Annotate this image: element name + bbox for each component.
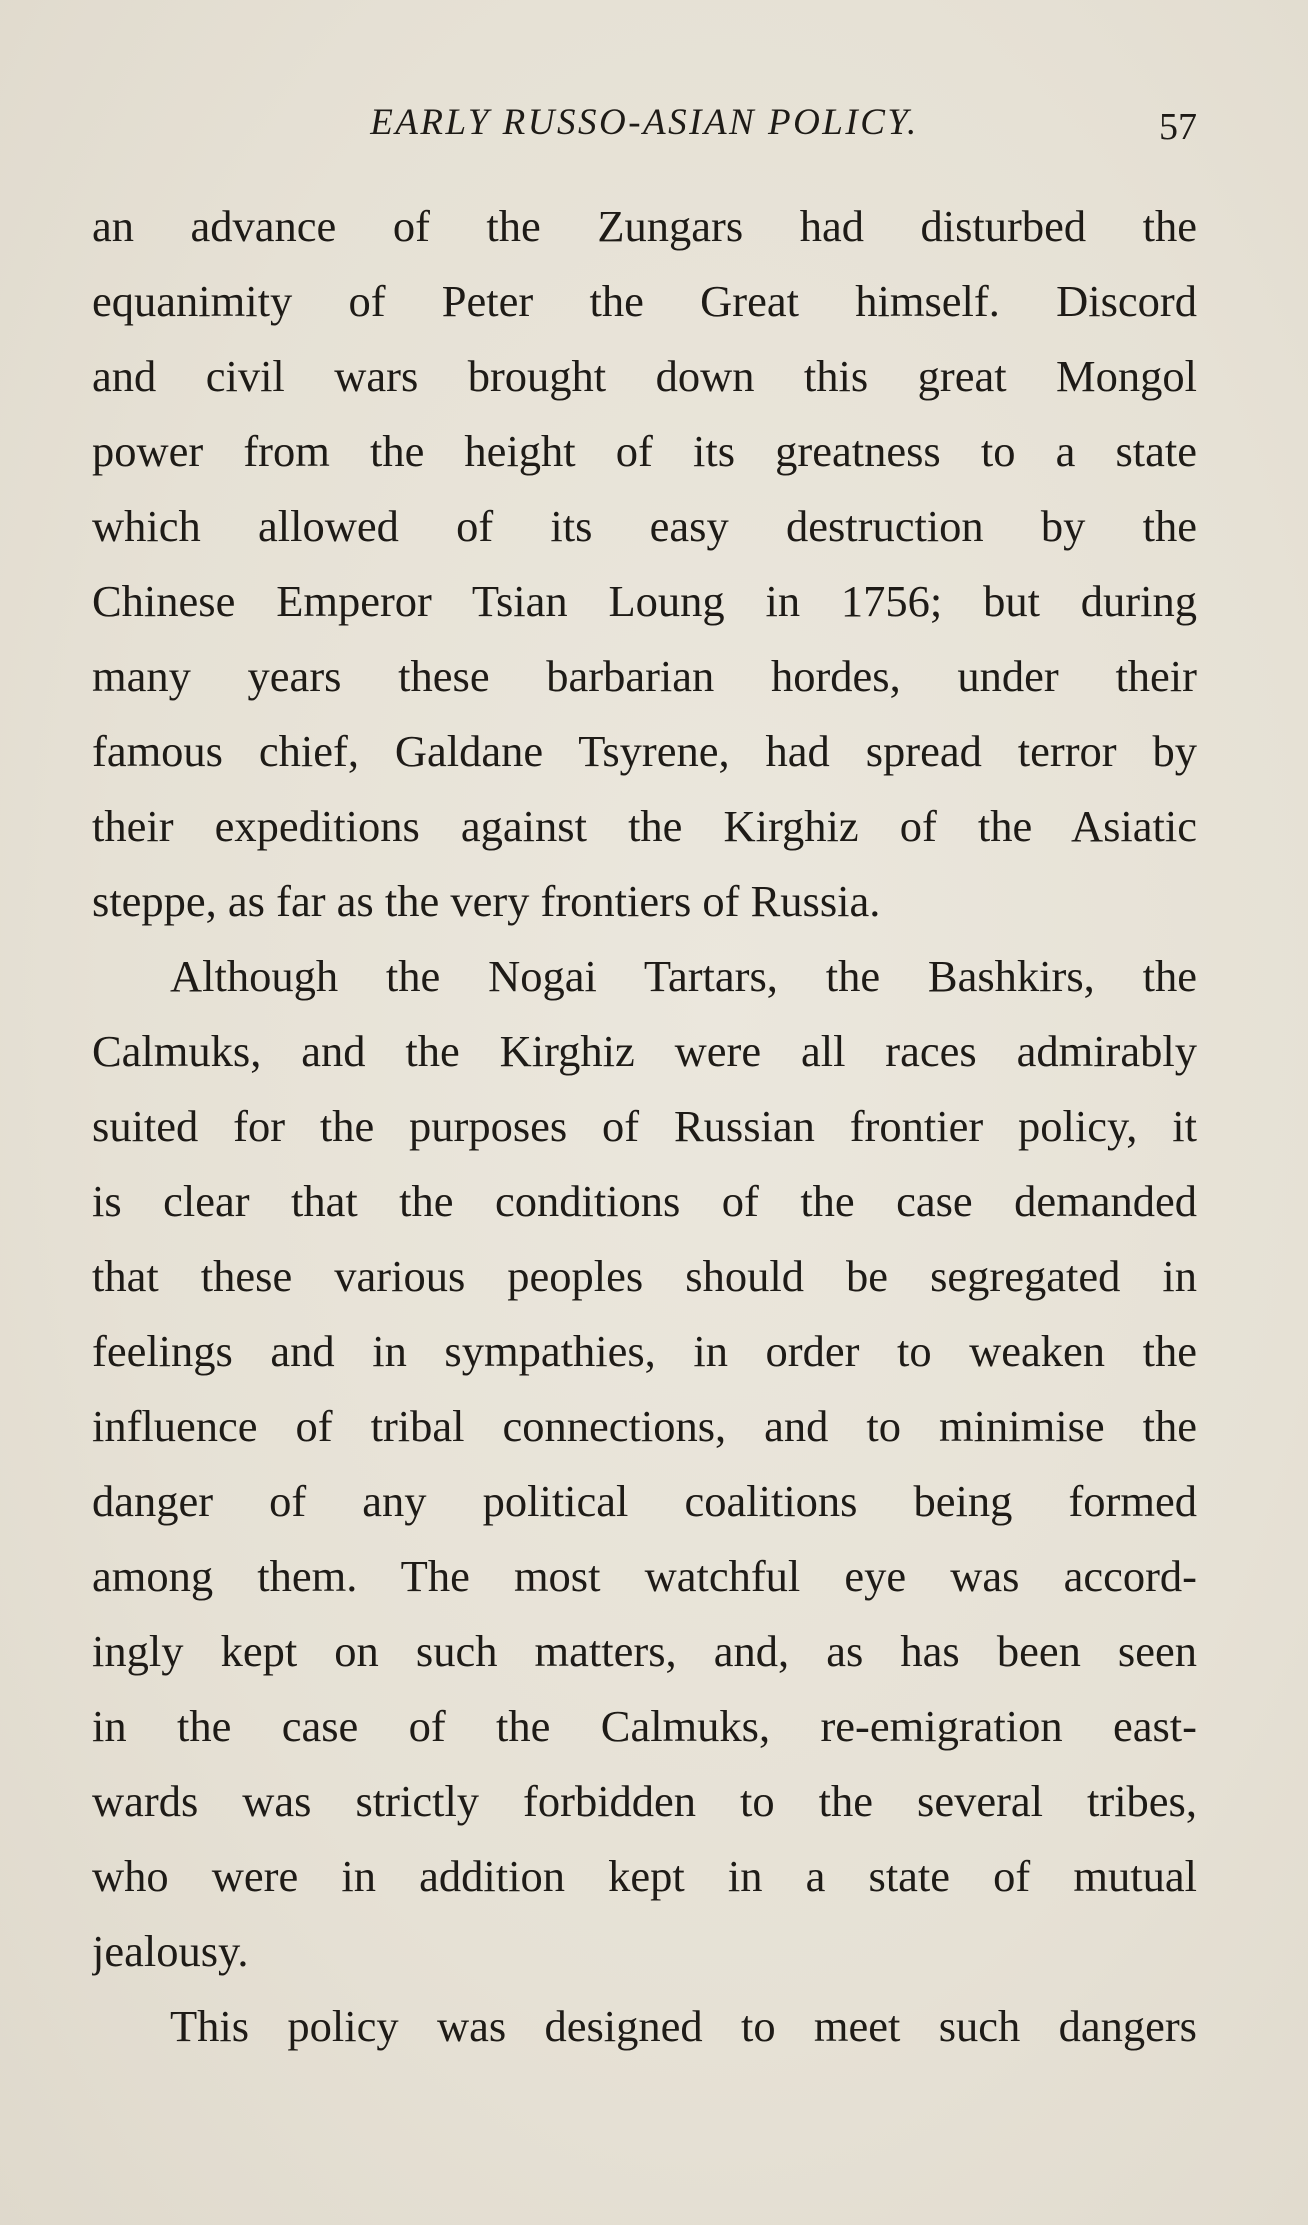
text-line: who were in addition kept in a state of mutual <box>92 1851 1197 1901</box>
running-title: EARLY RUSSO-ASIAN POLICY. <box>370 102 919 143</box>
body-text <box>92 189 1197 2064</box>
text-line: equanimity of Peter the Great himself. Discord <box>92 276 1197 326</box>
text-line: ingly kept on such matters, and, as has been seen <box>92 1626 1197 1676</box>
text-line: feelings and in sympathies, in order to weaken the <box>92 1326 1197 1376</box>
paragraph-end-line: jealousy. <box>92 1926 249 1976</box>
text-line: is clear that the conditions of the case demanded <box>92 1176 1197 1226</box>
paragraph-start-line: Although the Nogai Tartars, the Bashkirs, the <box>170 951 1197 1001</box>
text-line: that these various peoples should be segregated in <box>92 1251 1197 1301</box>
running-head <box>92 98 1197 148</box>
text-line: Calmuks, and the Kirghiz were all races admirably <box>92 1026 1197 1076</box>
text-line: power from the height of its greatness to a state <box>92 426 1197 476</box>
paragraph-end-line: steppe, as far as the very frontiers of Russia. <box>92 876 881 926</box>
paragraph-start-line: This policy was designed to meet such dangers <box>170 2001 1197 2051</box>
text-line: famous chief, Galdane Tsyrene, had spread terror by <box>92 726 1197 776</box>
text-line: their expeditions against the Kirghiz of the Asiatic <box>92 801 1197 851</box>
text-line: an advance of the Zungars had disturbed the <box>92 201 1197 251</box>
text-line: suited for the purposes of Russian frontier policy, it <box>92 1101 1197 1151</box>
text-line: Chinese Emperor Tsian Loung in 1756; but during <box>92 576 1197 626</box>
text-line: among them. The most watchful eye was accord- <box>92 1551 1197 1601</box>
text-line: influence of tribal connections, and to minimise the <box>92 1401 1197 1451</box>
text-line: which allowed of its easy destruction by the <box>92 501 1197 551</box>
text-line: in the case of the Calmuks, re-emigration east- <box>92 1701 1197 1751</box>
page-number: 57 <box>1159 106 1197 148</box>
text-line: many years these barbarian hordes, under their <box>92 651 1197 701</box>
text-line: danger of any political coalitions being formed <box>92 1476 1197 1526</box>
text-line: and civil wars brought down this great Mongol <box>92 351 1197 401</box>
text-line: wards was strictly forbidden to the several tribes, <box>92 1776 1197 1826</box>
